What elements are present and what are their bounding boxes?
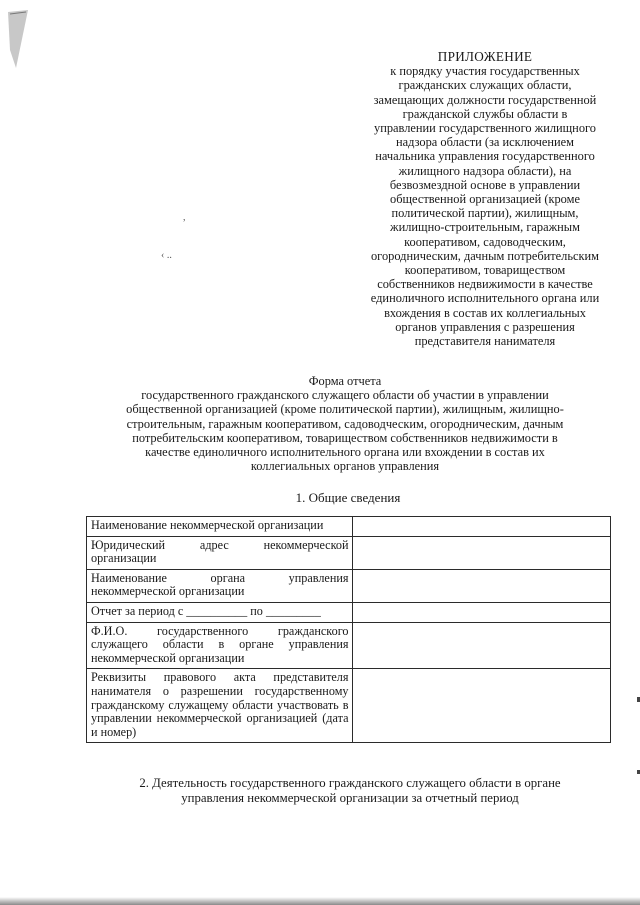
row-label: Юридический адрес некоммерческой организации xyxy=(87,536,353,569)
stray-mark-2: ‹ .. xyxy=(161,250,172,261)
form-title-line: коллегиальных органов управления xyxy=(250,459,440,474)
appendix-line: вхождения в состав их коллегиальных xyxy=(384,305,586,320)
appendix-title: ПРИЛОЖЕНИЕ xyxy=(437,49,533,64)
appendix-line: представителя нанимателя xyxy=(414,334,556,349)
scan-artifact-mark xyxy=(6,10,46,70)
stray-mark-1: , xyxy=(183,212,186,223)
appendix-line: жилищного надзора области), на xyxy=(398,163,572,178)
table-row xyxy=(87,622,611,669)
form-title-line: общественной организацией (кроме политической партии), жилищным, жилищно- xyxy=(126,402,564,417)
section-2-line: 2. Деятельность государственного гражданского служащего области в органе xyxy=(139,776,561,790)
form-title-block xyxy=(100,374,590,473)
table-row xyxy=(87,517,611,537)
appendix-line: гражданской службы области в xyxy=(402,106,568,121)
row-label: Отчет за период с __________ по _________ xyxy=(87,602,353,622)
form-title-line: потребительским кооперативом, товариществом собственников недвижимости в xyxy=(132,430,558,445)
row-label: Ф.И.О. государственного гражданского служащего области в органе управления некоммерческой организации xyxy=(87,622,353,669)
appendix-line: органов управления с разрешения xyxy=(395,319,575,334)
appendix-block xyxy=(330,50,640,348)
table-row xyxy=(87,569,611,602)
section-2-heading xyxy=(100,776,600,806)
appendix-line: жилищно-строительным, гаражным xyxy=(390,220,580,235)
row-value-cell[interactable] xyxy=(352,517,611,537)
scan-bottom-edge xyxy=(0,897,640,905)
table-row xyxy=(87,536,611,569)
table-row xyxy=(87,669,611,743)
appendix-line: управлении государственного жилищного xyxy=(374,121,596,136)
row-value-cell[interactable] xyxy=(352,622,611,669)
appendix-line: безвозмездной основе в управлении xyxy=(389,177,581,192)
appendix-line: начальника управления государственного xyxy=(375,149,595,164)
appendix-line: огородническим, дачным потребительским xyxy=(370,248,600,263)
form-title-line: государственного гражданского служащего области об участии в управлении xyxy=(141,388,549,403)
appendix-line: к порядку участия государственных xyxy=(390,64,580,79)
row-label: Реквизиты правового акта представителя нанимателя о разрешении государственному гражданскому служащему области участвовать в управлении некоммерческой организацией (дата и номер) xyxy=(87,669,353,743)
appendix-line: политической партии), жилищным, xyxy=(391,206,579,221)
form-title-line: качестве единоличного исполнительного органа или вхождении в состав их xyxy=(145,445,545,460)
general-info-table xyxy=(86,516,611,743)
row-label: Наименование органа управления некоммерческой организации xyxy=(87,569,353,602)
appendix-line: собственников недвижимости в качестве xyxy=(377,277,593,292)
appendix-line: замещающих должности государственной xyxy=(373,92,597,107)
section-1-heading: 1. Общие сведения xyxy=(295,490,401,505)
appendix-line: единоличного исполнительного органа или xyxy=(370,291,600,306)
appendix-line: гражданских служащих области, xyxy=(398,78,572,93)
section-2-line: управления некоммерческой организации за отчетный период xyxy=(181,791,519,805)
appendix-line: кооперативом, садоводческим, xyxy=(404,234,566,249)
row-label: Наименование некоммерческой организации xyxy=(87,517,353,537)
appendix-line: общественной организацией (кроме xyxy=(390,192,580,207)
row-value-cell[interactable] xyxy=(352,602,611,622)
table-row xyxy=(87,602,611,622)
form-title-heading: Форма отчета xyxy=(308,374,382,388)
row-value-cell[interactable] xyxy=(352,669,611,743)
form-title-line: строительным, гаражным кооперативом, садоводческим, огородническим, дачным xyxy=(126,416,564,431)
appendix-line: надзора области (за исключением xyxy=(396,135,574,150)
row-value-cell[interactable] xyxy=(352,569,611,602)
row-value-cell[interactable] xyxy=(352,536,611,569)
appendix-line: кооперативом, товариществом xyxy=(404,263,566,278)
